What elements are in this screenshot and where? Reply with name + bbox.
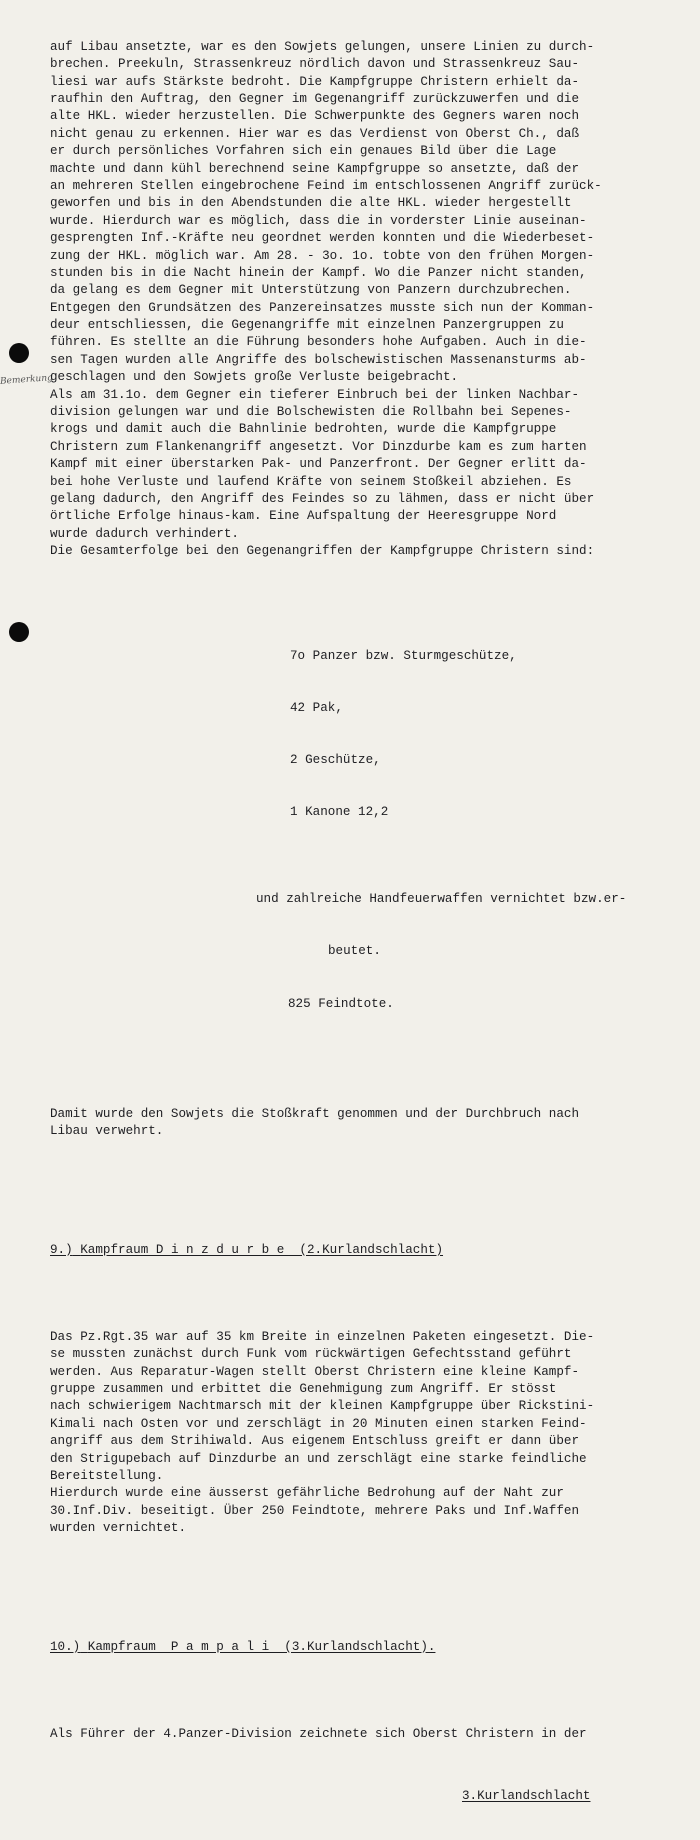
text-line: führen. Es stellte an die Führung besonders hohe Aufgaben. Auch in die-: [50, 335, 587, 350]
text-line: örtliche Erfolge hinaus-kam. Eine Aufspaltung der Heeresgruppe Nord: [50, 509, 557, 524]
text-line: Kimali nach Osten vor und zerschlägt in 20 Minuten einen starken Feind-: [50, 1416, 587, 1431]
text-line: nicht genau zu erkennen. Hier war es das Verdienst von Oberst Ch., daß: [50, 126, 580, 141]
stat-small-arms-cont: beutet.: [328, 944, 381, 959]
section-9-title: Kampfraum D i n z d u r b e (2.Kurlandschlacht): [80, 1242, 444, 1257]
punch-hole: [9, 343, 29, 363]
punch-hole: [9, 622, 29, 642]
text-line: raufhin den Auftrag, den Gegner im Gegenangriff zurückzuwerfen und die: [50, 91, 580, 106]
section-9-body: [50, 1329, 695, 1538]
section-9-heading: [50, 1207, 695, 1294]
text-line: auf Libau ansetzte, war es den Sowjets gelungen, unsere Linien zu durch-: [50, 39, 595, 54]
text-line: deur entschliessen, die Gegenangriffe mit einzelnen Panzergruppen zu: [50, 318, 564, 333]
text-line: gelang dadurch, den Angriff des Feindes so zu lähmen, dass er nicht über: [50, 491, 595, 506]
text-line: wurde dadurch verhindert.: [50, 526, 239, 541]
text-line: Die Gesamterfolge bei den Gegenangriffen der Kampfgruppe Christern sind:: [50, 544, 595, 559]
text-line: er durch persönliches Vorfahren sich ein genaues Bild über die Lage: [50, 144, 557, 159]
text-line: den Strigupebach auf Dinzdurbe an und zerschlägt eine starke feindliche: [50, 1451, 587, 1466]
text-line: Als am 31.1o. dem Gegner ein tieferer Einbruch bei der linken Nachbar-: [50, 387, 580, 402]
text-line: da gelang es dem Gegner mit Unterstützung von Panzern durchzubrechen.: [50, 283, 572, 298]
text-line: sen Tagen wurden alle Angriffe des bolschewistischen Massenansturms ab-: [50, 352, 587, 367]
section-10-number: 10.): [50, 1639, 81, 1654]
text-line: 30.Inf.Div. beseitigt. Über 250 Feindtote, mehrere Paks und Inf.Waffen: [50, 1503, 580, 1518]
text-line: gesprengten Inf.-Kräfte neu geordnet werden konnten und die Wiederbeset-: [50, 231, 595, 246]
section-10-title: Kampfraum P a m p a l i (3.Kurlandschlacht).: [87, 1639, 436, 1654]
text-line: Bereitstellung.: [50, 1468, 164, 1483]
typewritten-text: [50, 4, 695, 1840]
text-line: Entgegen den Grundsätzen des Panzereinsatzes musste sich nun der Komman-: [50, 300, 595, 315]
text-line: wurde. Hierdurch war es möglich, dass die in vorderster Linie auseinan-: [50, 213, 587, 228]
text-line: angriff aus dem Strihiwald. Aus eigenem Entschluss greift er dann über: [50, 1434, 580, 1449]
stat-cannon: 1 Kanone 12,2: [290, 805, 389, 820]
success-list: [50, 613, 695, 857]
text-line: bei hohe Verluste und laufend Kräfte von seinem Stoßkeil abziehen. Es: [50, 474, 572, 489]
text-line: stunden bis in die Nacht hinein der Kampf. Wo die Panzer nicht standen,: [50, 265, 587, 280]
stat-small-arms: und zahlreiche Handfeuerwaffen vernichtet bzw.er-: [256, 892, 627, 907]
text-line: geschlagen und den Sowjets große Verluste beigebracht.: [50, 370, 459, 385]
text-line: Libau verwehrt.: [50, 1124, 164, 1139]
text-line: Als Führer der 4.Panzer-Division zeichnete sich Oberst Christern in der: [50, 1726, 587, 1741]
text-line: nach schwierigem Nachtmarsch mit der kleinen Kampfgruppe über Rickstini-: [50, 1399, 595, 1414]
text-line: liesi war aufs Stärkste bedroht. Die Kampfgruppe Christern erhielt da-: [50, 74, 580, 89]
handwritten-margin-note: Bemerkung: [0, 373, 54, 387]
text-line: geworfen und bis in den Abendstunden die alte HKL. wieder hergestellt: [50, 196, 572, 211]
section-10-body: [50, 1726, 695, 1743]
stat-pak: 42 Pak,: [290, 700, 343, 715]
paragraph-conclusion: [50, 1106, 695, 1141]
paragraph-main: [50, 39, 695, 561]
stat-guns: 2 Geschütze,: [290, 752, 381, 767]
stat-tanks: 7o Panzer bzw. Sturmgeschütze,: [290, 648, 517, 663]
text-line: Das Pz.Rgt.35 war auf 35 km Breite in einzelnen Paketen eingesetzt. Die-: [50, 1329, 595, 1344]
text-line: alte HKL. wieder herzustellen. Die Schwerpunkte des Gegners waren noch: [50, 109, 580, 124]
text-line: Hierdurch wurde eine äusserst gefährliche Bedrohung auf der Naht zur: [50, 1486, 564, 1501]
text-line: Damit wurde den Sowjets die Stoßkraft genommen und der Durchbruch nach: [50, 1107, 580, 1122]
text-line: gruppe zusammen und erbittet die Genehmigung zum Angriff. Er stösst: [50, 1382, 557, 1397]
text-line: se mussten zunächst durch Funk vom rückwärtigen Gefechtsstand geführt: [50, 1347, 572, 1362]
continuation-reference: 3.Kurlandschlacht: [462, 1788, 591, 1803]
text-line: an mehreren Stellen eingebrochene Feind im entschlossenen Angriff zurück-: [50, 178, 602, 193]
text-line: wurden vernichtet.: [50, 1521, 187, 1536]
section-10-heading: [50, 1604, 695, 1691]
text-line: machte und dann kühl berechnend seine Kampfgruppe so ansetzte, daß der: [50, 161, 580, 176]
text-line: division gelungen war und die Bolschewisten die Rollbahn bei Sepenes-: [50, 405, 572, 420]
section-9-number: 9.): [50, 1242, 73, 1257]
text-line: zung der HKL. möglich war. Am 28. - 3o. 1o. tobte von den frühen Morgen-: [50, 248, 595, 263]
stat-dead: 825 Feindtote.: [288, 996, 394, 1011]
text-line: brechen. Preekuln, Strassenkreuz nördlich davon und Strassenkreuz Sau-: [50, 57, 580, 72]
text-line: werden. Aus Reparatur-Wagen stellt Oberst Christern eine kleine Kampf-: [50, 1364, 580, 1379]
text-line: krogs und damit auch die Bahnlinie bedrohten, wurde die Kampfgruppe: [50, 422, 557, 437]
text-line: Christern zum Flankenangriff angesetzt. Vor Dinzdurbe kam es zum harten: [50, 439, 587, 454]
text-line: Kampf mit einer überstarken Pak- und Panzerfront. Der Gegner erlitt da-: [50, 457, 587, 472]
